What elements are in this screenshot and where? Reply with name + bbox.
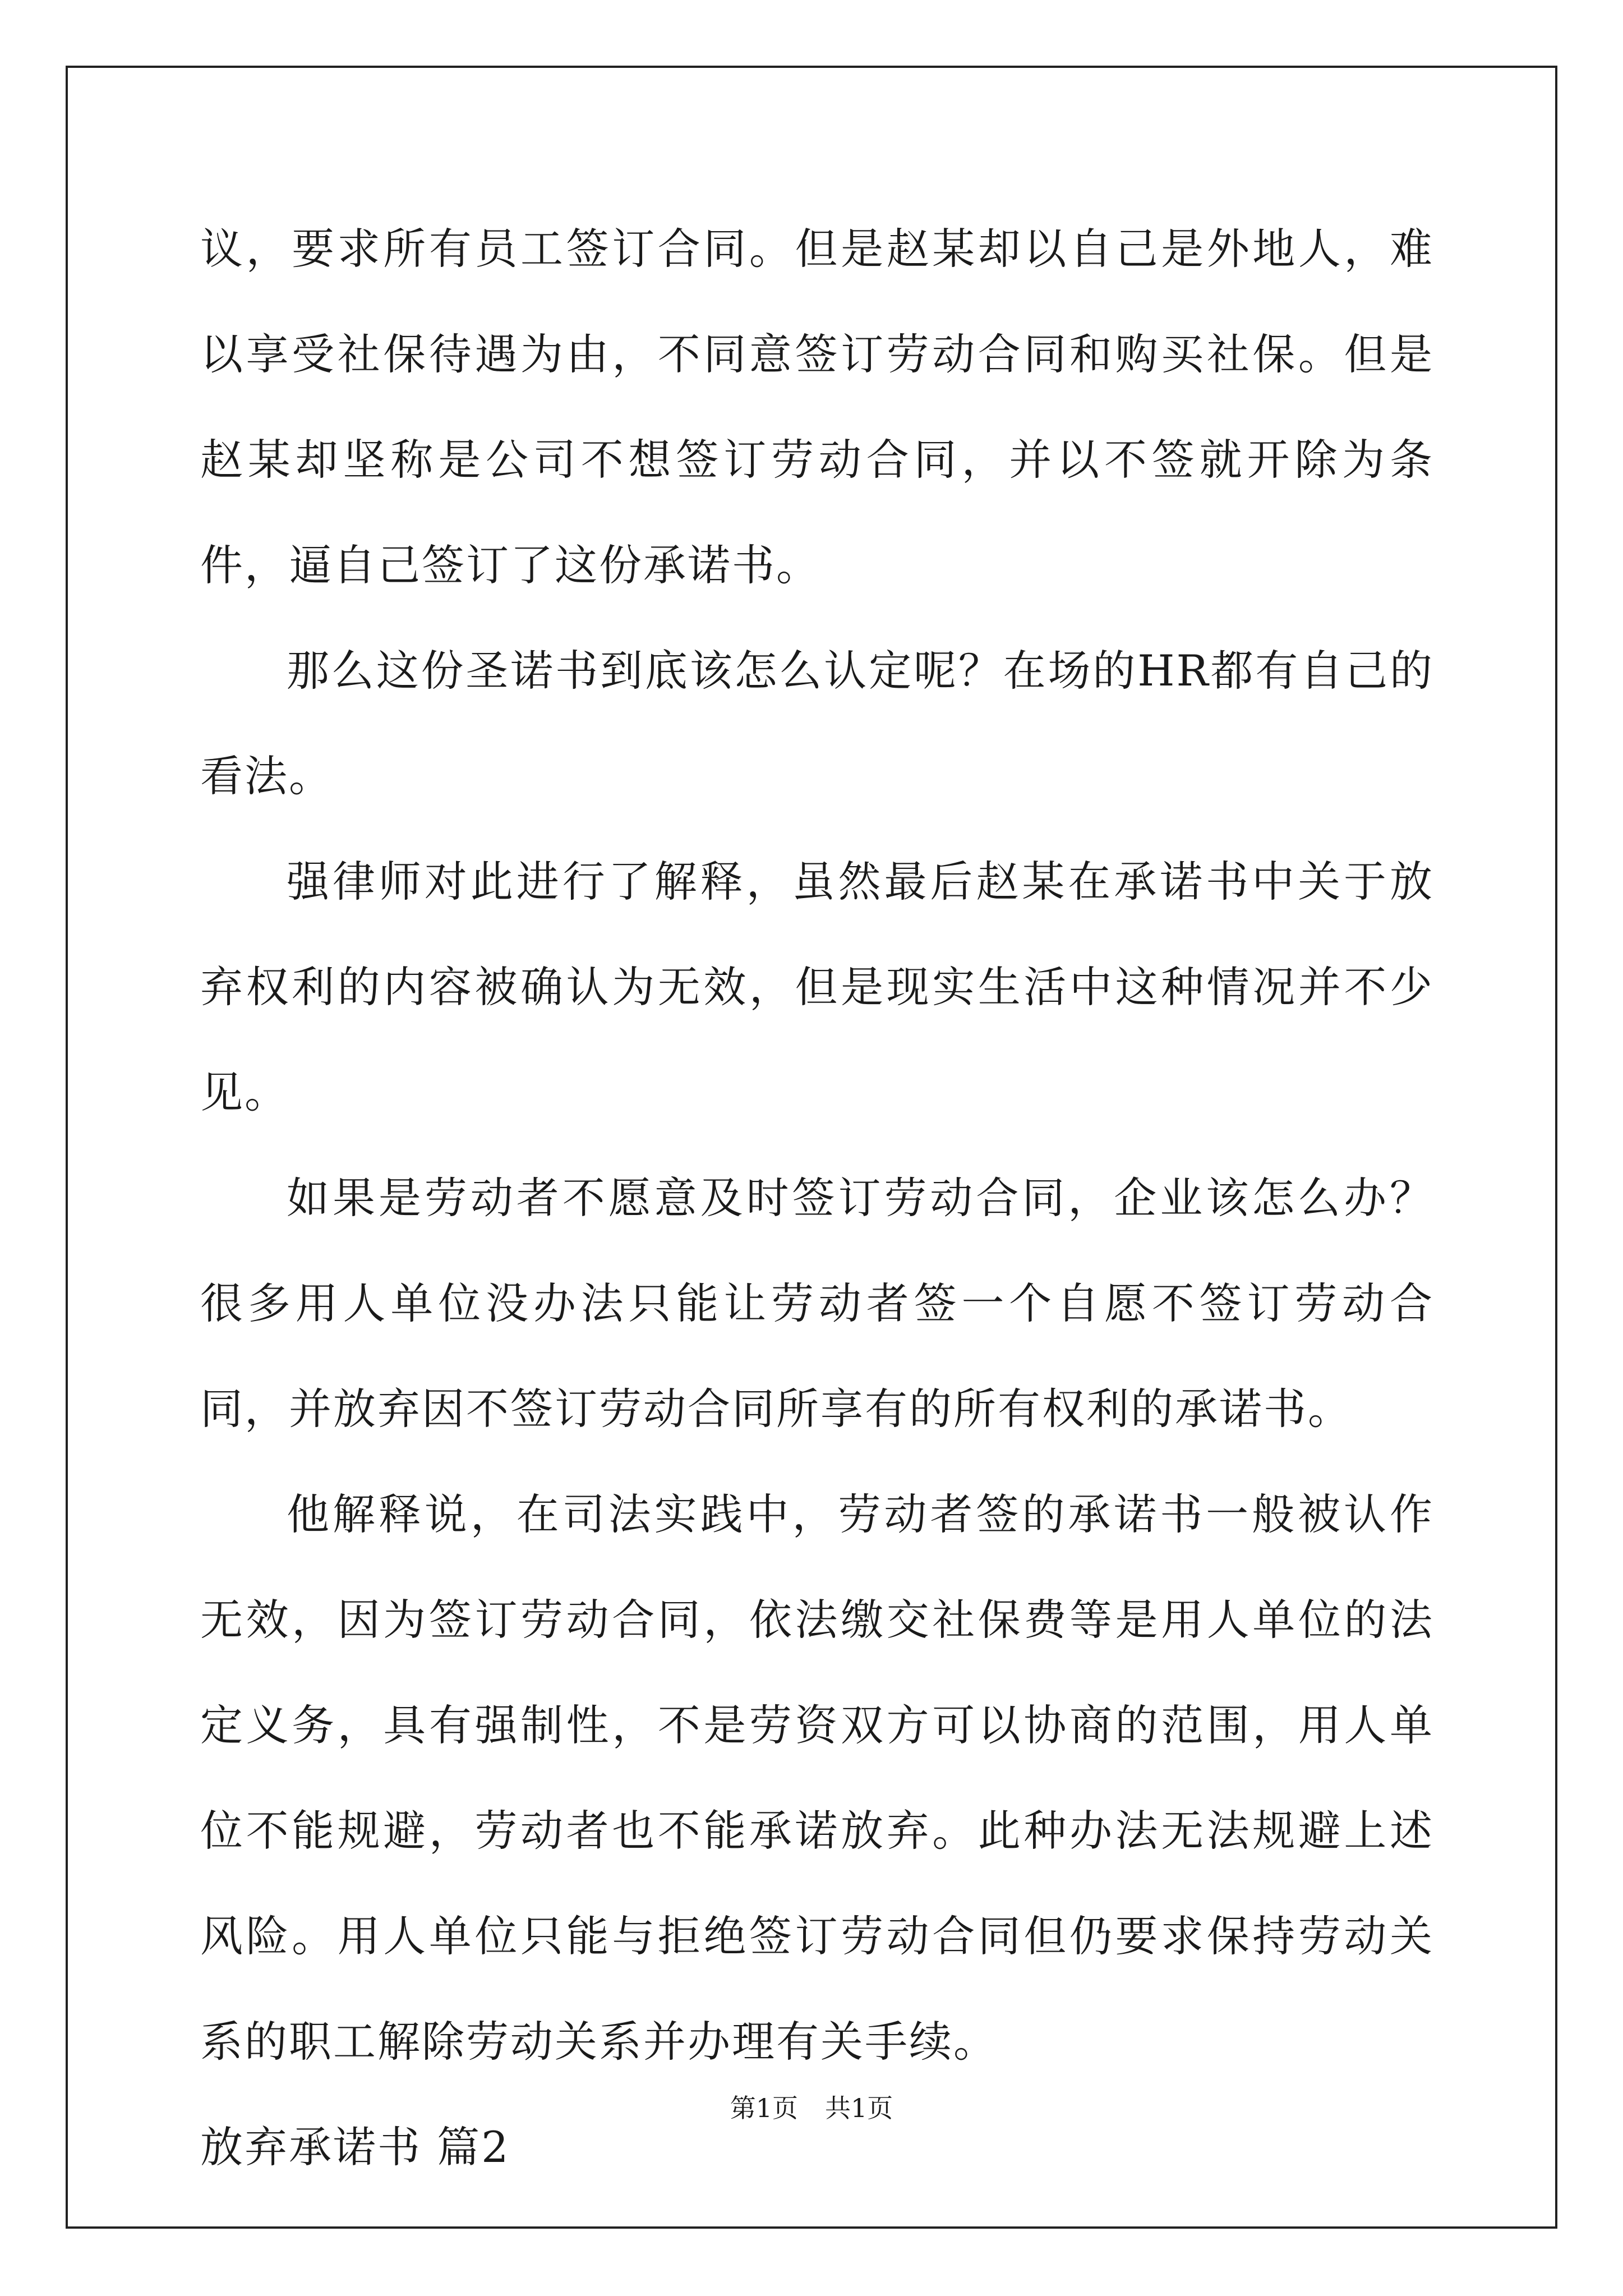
- paragraph-4: 如果是劳动者不愿意及时签订劳动合同，企业该怎么办？很多用人单位没办法只能让劳动者签一个自愿不签订劳动合同，并放弃因不签订劳动合同所享有的所有权利的承诺书。: [200, 1173, 1434, 1434]
- paragraph-2: 那么这份圣诺书到底该怎么认定呢？在场的HR都有自己的看法。: [200, 646, 1434, 801]
- document-body: [200, 196, 1434, 2200]
- section-heading: 放弃承诺书 篇2: [200, 2122, 510, 2172]
- paragraph-1: 议，要求所有员工签订合同。但是赵某却以自己是外地人，难以享受社保待遇为由，不同意签订劳动合同和购买社保。但是赵某却坚称是公司不想签订劳动合同，并以不签就开除为条件，逼自己签订了这份承诺书。: [200, 224, 1434, 590]
- paragraph-5: 他解释说，在司法实践中，劳动者签的承诺书一般被认作无效，因为签订劳动合同，依法缴交社保费等是用人单位的法定义务，具有强制性，不是劳资双方可以协商的范围，用人单位不能规避，劳动者也不能承诺放弃。此种办法无法规避上述风险。用人单位只能与拒绝签订劳动合同但仍要求保持劳动关系的职工解除劳动关系并办理有关手续。: [200, 1489, 1434, 2067]
- paragraph-3: 强律师对此进行了解释，虽然最后赵某在承诺书中关于放弃权利的内容被确认为无效，但是现实生活中这种情况并不少见。: [200, 857, 1434, 1117]
- page-footer: [0, 2091, 1623, 2125]
- page-number-total: 共1页: [825, 2093, 893, 2123]
- page-number-current: 第1页: [730, 2093, 798, 2123]
